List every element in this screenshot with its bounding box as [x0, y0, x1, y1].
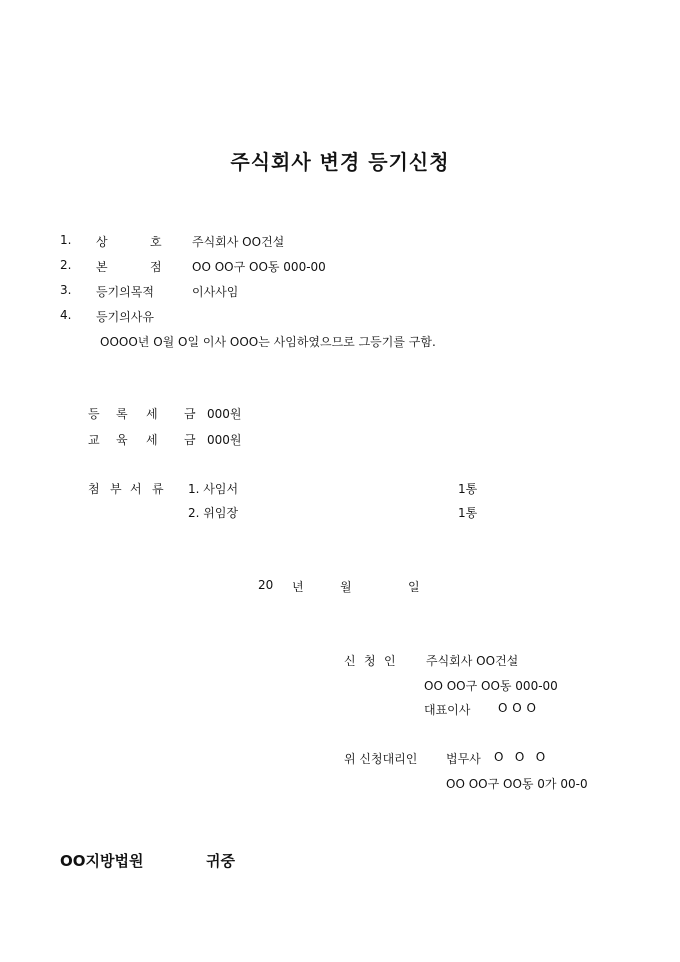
date-day-unit: 일 — [408, 580, 420, 594]
attachments-label-char: 첨 — [88, 482, 100, 496]
item-label: 등기의목적 — [96, 285, 154, 299]
item-number: 1. — [60, 233, 72, 247]
document-title: 주식회사 변경 등기신청 — [230, 150, 450, 174]
court-suffix: 귀중 — [206, 852, 235, 870]
item-label: 등기의사유 — [96, 310, 154, 324]
representative-name: O O O — [498, 701, 537, 715]
date-month-unit: 월 — [340, 580, 352, 594]
item-label: 호 — [150, 235, 162, 249]
representative-title: 대표이사 — [424, 703, 471, 717]
attachments-label-char: 서 — [130, 482, 142, 496]
agent-title: 법무사 — [446, 752, 481, 766]
head-office-value: OO OO구 OO동 000-00 — [192, 260, 326, 274]
attachments-label-char: 부 — [110, 482, 122, 496]
fee-label-char: 금 — [184, 433, 196, 447]
applicant-label-char: 청 — [364, 654, 376, 668]
item-number: 2. — [60, 258, 72, 272]
company-name-value: 주식회사 OO건설 — [192, 235, 285, 249]
fee-label-char: 세 — [146, 407, 158, 421]
attachment-count: 1통 — [458, 506, 478, 520]
applicant-label-char: 인 — [384, 654, 396, 668]
fee-label-char: 등 — [88, 407, 100, 421]
registration-tax-value: 000원 — [207, 407, 242, 421]
attachment-count: 1통 — [458, 482, 478, 496]
item-number: 3. — [60, 283, 72, 297]
agent-label: 위 신청대리인 — [344, 752, 418, 766]
applicant-company: 주식회사 OO건설 — [426, 654, 519, 668]
applicant-address: OO OO구 OO동 000-00 — [424, 679, 558, 693]
attachments-label-char: 류 — [152, 482, 164, 496]
attachment-name: 1. 사임서 — [188, 482, 239, 496]
fee-label-char: 금 — [184, 407, 196, 421]
applicant-label-char: 신 — [344, 654, 356, 668]
item-label: 본 — [96, 260, 108, 274]
fee-label-char: 세 — [146, 433, 158, 447]
education-tax-value: 000원 — [207, 433, 242, 447]
fee-label-char: 육 — [116, 433, 128, 447]
registration-reason-text: OOOO년 O월 O일 이사 OOO는 사임하였으므로 그등기를 구함. — [100, 335, 436, 349]
attachment-name: 2. 위임장 — [188, 506, 239, 520]
court-name: OO지방법원 — [60, 852, 144, 870]
registration-purpose-value: 이사사임 — [192, 285, 239, 299]
agent-address: OO OO구 OO동 0가 00-0 — [446, 777, 588, 791]
item-label: 점 — [150, 260, 162, 274]
date-year-unit: 년 — [292, 580, 304, 594]
agent-name: O O O — [494, 750, 546, 764]
fee-label-char: 록 — [116, 407, 128, 421]
item-label: 상 — [96, 235, 108, 249]
date-year: 20 — [258, 578, 274, 592]
item-number: 4. — [60, 308, 72, 322]
fee-label-char: 교 — [88, 433, 100, 447]
